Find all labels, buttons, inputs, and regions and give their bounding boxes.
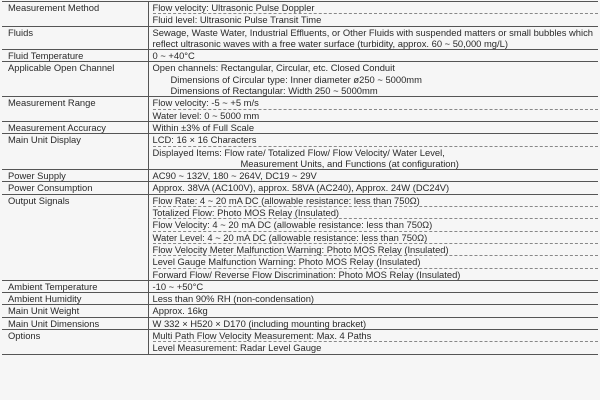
spec-label: Options bbox=[2, 330, 148, 355]
spec-row bbox=[2, 194, 598, 280]
specification-table bbox=[2, 1, 598, 355]
spec-value bbox=[148, 330, 598, 355]
spec-value-line: -10 ~ +50°C bbox=[152, 280, 204, 292]
spec-row bbox=[2, 62, 598, 97]
spec-row bbox=[2, 280, 598, 292]
spec-label: Ambient Humidity bbox=[2, 293, 148, 305]
spec-value bbox=[148, 62, 598, 97]
spec-label: Power Supply bbox=[2, 170, 148, 182]
spec-value-line: Water Level: 4 ~ 20 mA DC (allowable resistance: less than 750Ω) bbox=[153, 231, 599, 243]
spec-row bbox=[2, 317, 598, 329]
spec-value-line: Approx. 16kg bbox=[152, 305, 208, 317]
spec-label: Fluid Temperature bbox=[2, 50, 148, 62]
spec-row bbox=[2, 305, 598, 317]
spec-label: Output Signals bbox=[2, 194, 148, 280]
spec-value-line: Flow velocity: -5 ~ +5 m/s bbox=[152, 97, 259, 109]
spec-value-line: Sewage, Waste Water, Industrial Effluents, or Other Fluids with suspended matters or small bubbles which reflect ultrasonic waves with a free water surface (turbidity, approx. 60 ~ 50,000 mg/L) bbox=[152, 26, 593, 49]
spec-value-line: Water level: 0 ~ 5000 mm bbox=[153, 109, 599, 121]
spec-row bbox=[2, 170, 598, 182]
spec-value bbox=[148, 50, 598, 62]
spec-value-line: Flow Rate: 4 ~ 20 mA DC (allowable resistance: less than 750Ω) bbox=[152, 194, 420, 206]
spec-value bbox=[148, 170, 598, 182]
spec-row bbox=[2, 97, 598, 122]
spec-value-line: Totalized Flow: Photo MOS Relay (Insulated) bbox=[153, 206, 599, 218]
spec-value-line: Dimensions of Circular type: Inner diameter ø250 ~ 5000mm bbox=[170, 73, 422, 85]
spec-value-line: Measurement Units, and Functions (at configuration) bbox=[240, 157, 459, 169]
spec-row bbox=[2, 50, 598, 62]
spec-value-line: W 332 × H520 × D170 (including mounting bracket) bbox=[152, 317, 367, 329]
spec-value bbox=[148, 182, 598, 194]
spec-label: Main Unit Display bbox=[2, 134, 148, 170]
spec-value-line: Flow velocity: Ultrasonic Pulse Doppler bbox=[152, 2, 315, 13]
spec-value bbox=[148, 280, 598, 292]
spec-label: Measurement Method bbox=[2, 2, 148, 27]
spec-row bbox=[2, 2, 598, 27]
spec-value-line: AC90 ~ 132V, 180 ~ 264V, DC19 ~ 29V bbox=[152, 170, 317, 182]
spec-value bbox=[148, 305, 598, 317]
spec-value bbox=[148, 317, 598, 329]
spec-label: Main Unit Dimensions bbox=[2, 317, 148, 329]
spec-row bbox=[2, 121, 598, 133]
spec-value-line: Within ±3% of Full Scale bbox=[152, 121, 255, 133]
spec-value-line: Forward Flow/ Reverse Flow Discrimination: Photo MOS Relay (Insulated) bbox=[153, 268, 599, 280]
spec-value-line: Open channels: Rectangular, Circular, etc. Closed Conduit bbox=[152, 62, 395, 74]
spec-label: Applicable Open Channel bbox=[2, 62, 148, 97]
spec-row bbox=[2, 134, 598, 170]
spec-label: Main Unit Weight bbox=[2, 305, 148, 317]
spec-label: Power Consumption bbox=[2, 182, 148, 194]
specification-table-body bbox=[2, 2, 598, 355]
spec-value bbox=[148, 26, 598, 50]
spec-row bbox=[2, 330, 598, 355]
spec-label: Ambient Temperature bbox=[2, 280, 148, 292]
spec-label: Measurement Accuracy bbox=[2, 121, 148, 133]
spec-label: Fluids bbox=[2, 26, 148, 50]
spec-value-line: Approx. 38VA (AC100V), approx. 58VA (AC240), Approx. 24W (DC24V) bbox=[152, 182, 450, 194]
spec-value-line: 0 ~ +40°C bbox=[152, 50, 195, 62]
spec-value bbox=[148, 134, 598, 170]
spec-value-line: Fluid level: Ultrasonic Pulse Transit Time bbox=[153, 13, 599, 25]
spec-row bbox=[2, 293, 598, 305]
spec-row bbox=[2, 26, 598, 50]
spec-value-line: Dimensions of Rectangular: Width 250 ~ 5000mm bbox=[170, 85, 378, 97]
spec-value bbox=[148, 293, 598, 305]
spec-value-line: Multi Path Flow Velocity Measurement: Max. 4 Paths bbox=[152, 330, 372, 342]
spec-label: Measurement Range bbox=[2, 97, 148, 122]
spec-value-line: Level Gauge Malfunction Warning: Photo MOS Relay (Insulated) bbox=[153, 255, 599, 267]
spec-value-line: LCD: 16 × 16 Characters bbox=[152, 134, 257, 146]
spec-value bbox=[148, 97, 598, 122]
spec-value bbox=[148, 194, 598, 280]
spec-value-line: Displayed Items: Flow rate/ Totalized Flow/ Flow Velocity/ Water Level, bbox=[153, 146, 599, 158]
spec-value-line: Less than 90% RH (non-condensation) bbox=[152, 293, 315, 305]
spec-value-line: Level Measurement: Radar Level Gauge bbox=[153, 341, 599, 353]
spec-row bbox=[2, 182, 598, 194]
spec-value-line: Flow Velocity Meter Malfunction Warning: Photo MOS Relay (Insulated) bbox=[153, 243, 599, 255]
spec-value bbox=[148, 121, 598, 133]
spec-value bbox=[148, 2, 598, 27]
spec-value-line: Flow Velocity: 4 ~ 20 mA DC (allowable resistance: less than 750Ω) bbox=[153, 218, 599, 230]
